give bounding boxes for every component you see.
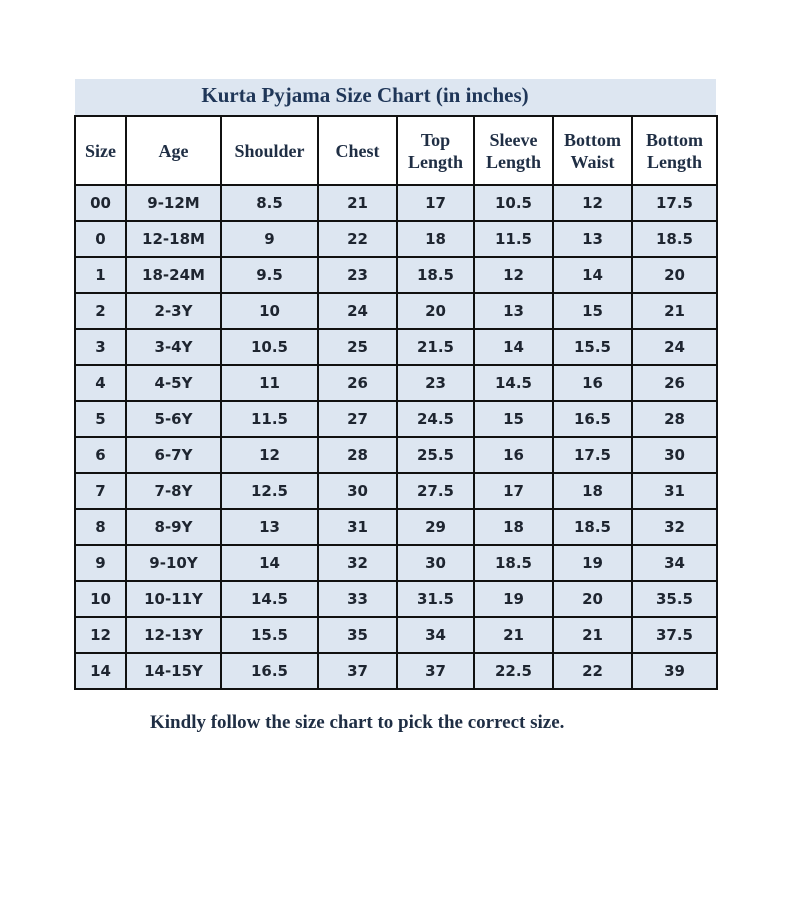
column-header: Chest: [318, 116, 397, 185]
table-cell: 30: [318, 473, 397, 509]
column-header: Top Length: [397, 116, 474, 185]
table-cell: 37: [397, 653, 474, 689]
table-cell: 33: [318, 581, 397, 617]
table-cell: 11.5: [474, 221, 553, 257]
table-cell: 21: [553, 617, 632, 653]
title-band: [75, 79, 716, 115]
table-cell: 7: [75, 473, 126, 509]
table-cell: 8-9Y: [126, 509, 221, 545]
table-cell: 35.5: [632, 581, 717, 617]
table-cell: 6: [75, 437, 126, 473]
table-cell: 5: [75, 401, 126, 437]
table-cell: 31.5: [397, 581, 474, 617]
table-cell: 2-3Y: [126, 293, 221, 329]
table-row: [75, 509, 717, 545]
table-cell: 19: [553, 545, 632, 581]
table-cell: 11.5: [221, 401, 318, 437]
table-cell: 17.5: [553, 437, 632, 473]
table-row: [75, 221, 717, 257]
table-cell: 12: [553, 185, 632, 221]
table-cell: 22: [318, 221, 397, 257]
table-cell: 14: [553, 257, 632, 293]
table-row: [75, 329, 717, 365]
table-cell: 13: [221, 509, 318, 545]
table-cell: 24: [632, 329, 717, 365]
table-cell: 00: [75, 185, 126, 221]
table-cell: 4: [75, 365, 126, 401]
table-cell: 12: [221, 437, 318, 473]
table-cell: 8: [75, 509, 126, 545]
table-cell: 5-6Y: [126, 401, 221, 437]
table-cell: 12.5: [221, 473, 318, 509]
table-cell: 30: [397, 545, 474, 581]
table-cell: 28: [318, 437, 397, 473]
column-header: Bottom Length: [632, 116, 717, 185]
table-cell: 16.5: [221, 653, 318, 689]
table-cell: 11: [221, 365, 318, 401]
table-cell: 15.5: [221, 617, 318, 653]
header-row: [75, 116, 717, 185]
table-cell: 15.5: [553, 329, 632, 365]
table-cell: 37.5: [632, 617, 717, 653]
table-cell: 24.5: [397, 401, 474, 437]
table-cell: 20: [397, 293, 474, 329]
table-cell: 18: [474, 509, 553, 545]
table-cell: 14-15Y: [126, 653, 221, 689]
table-cell: 17: [397, 185, 474, 221]
table-cell: 12-18M: [126, 221, 221, 257]
column-header: Bottom Waist: [553, 116, 632, 185]
table-cell: 14.5: [474, 365, 553, 401]
table-cell: 18.5: [397, 257, 474, 293]
table-cell: 2: [75, 293, 126, 329]
table-cell: 21: [632, 293, 717, 329]
column-header: Sleeve Length: [474, 116, 553, 185]
table-cell: 13: [474, 293, 553, 329]
table-row: [75, 473, 717, 509]
table-cell: 9: [221, 221, 318, 257]
table-cell: 9-10Y: [126, 545, 221, 581]
table-row: [75, 545, 717, 581]
size-chart-table: [74, 115, 718, 690]
table-cell: 34: [397, 617, 474, 653]
table-cell: 19: [474, 581, 553, 617]
table-cell: 27.5: [397, 473, 474, 509]
table-cell: 1: [75, 257, 126, 293]
table-cell: 14: [474, 329, 553, 365]
column-header: Size: [75, 116, 126, 185]
table-cell: 27: [318, 401, 397, 437]
table-cell: 18: [397, 221, 474, 257]
table-cell: 4-5Y: [126, 365, 221, 401]
table-body: [75, 185, 717, 689]
table-cell: 3-4Y: [126, 329, 221, 365]
table-cell: 26: [632, 365, 717, 401]
table-cell: 21.5: [397, 329, 474, 365]
table-cell: 26: [318, 365, 397, 401]
footer-note: Kindly follow the size chart to pick the correct size.: [150, 712, 565, 733]
table-cell: 15: [553, 293, 632, 329]
table-cell: 14: [75, 653, 126, 689]
table-row: [75, 617, 717, 653]
table-cell: 31: [318, 509, 397, 545]
table-cell: 9-12M: [126, 185, 221, 221]
table-cell: 9.5: [221, 257, 318, 293]
table-cell: 12: [75, 617, 126, 653]
table-cell: 3: [75, 329, 126, 365]
table-cell: 14: [221, 545, 318, 581]
table-row: [75, 653, 717, 689]
table-cell: 10.5: [221, 329, 318, 365]
table-cell: 39: [632, 653, 717, 689]
table-row: [75, 365, 717, 401]
table-cell: 28: [632, 401, 717, 437]
table-cell: 22: [553, 653, 632, 689]
column-header: Shoulder: [221, 116, 318, 185]
table-cell: 25.5: [397, 437, 474, 473]
table-cell: 29: [397, 509, 474, 545]
table-cell: 8.5: [221, 185, 318, 221]
table-cell: 32: [632, 509, 717, 545]
table-cell: 9: [75, 545, 126, 581]
table-cell: 15: [474, 401, 553, 437]
table-cell: 21: [318, 185, 397, 221]
table-cell: 37: [318, 653, 397, 689]
table-cell: 23: [318, 257, 397, 293]
table-cell: 18.5: [632, 221, 717, 257]
table-cell: 10-11Y: [126, 581, 221, 617]
table-row: [75, 401, 717, 437]
table-cell: 18.5: [474, 545, 553, 581]
table-cell: 6-7Y: [126, 437, 221, 473]
table-row: [75, 581, 717, 617]
table-cell: 7-8Y: [126, 473, 221, 509]
table-cell: 23: [397, 365, 474, 401]
table-cell: 35: [318, 617, 397, 653]
table-cell: 34: [632, 545, 717, 581]
table-cell: 10.5: [474, 185, 553, 221]
table-cell: 21: [474, 617, 553, 653]
table-cell: 20: [553, 581, 632, 617]
table-cell: 14.5: [221, 581, 318, 617]
table-cell: 10: [221, 293, 318, 329]
table-row: [75, 293, 717, 329]
table-cell: 17.5: [632, 185, 717, 221]
table-cell: 20: [632, 257, 717, 293]
table-cell: 18: [553, 473, 632, 509]
table-cell: 16: [553, 365, 632, 401]
column-header: Age: [126, 116, 221, 185]
table-cell: 18-24M: [126, 257, 221, 293]
table-cell: 22.5: [474, 653, 553, 689]
table-cell: 24: [318, 293, 397, 329]
table-row: [75, 257, 717, 293]
table-cell: 13: [553, 221, 632, 257]
table-cell: 18.5: [553, 509, 632, 545]
chart-title: Kurta Pyjama Size Chart (in inches): [201, 83, 529, 107]
table-row: [75, 185, 717, 221]
table-cell: 17: [474, 473, 553, 509]
table-cell: 31: [632, 473, 717, 509]
table-cell: 32: [318, 545, 397, 581]
table-row: [75, 437, 717, 473]
table-cell: 30: [632, 437, 717, 473]
table-cell: 25: [318, 329, 397, 365]
table-cell: 12-13Y: [126, 617, 221, 653]
table-cell: 10: [75, 581, 126, 617]
table-cell: 0: [75, 221, 126, 257]
table-cell: 12: [474, 257, 553, 293]
table-cell: 16.5: [553, 401, 632, 437]
table-cell: 16: [474, 437, 553, 473]
